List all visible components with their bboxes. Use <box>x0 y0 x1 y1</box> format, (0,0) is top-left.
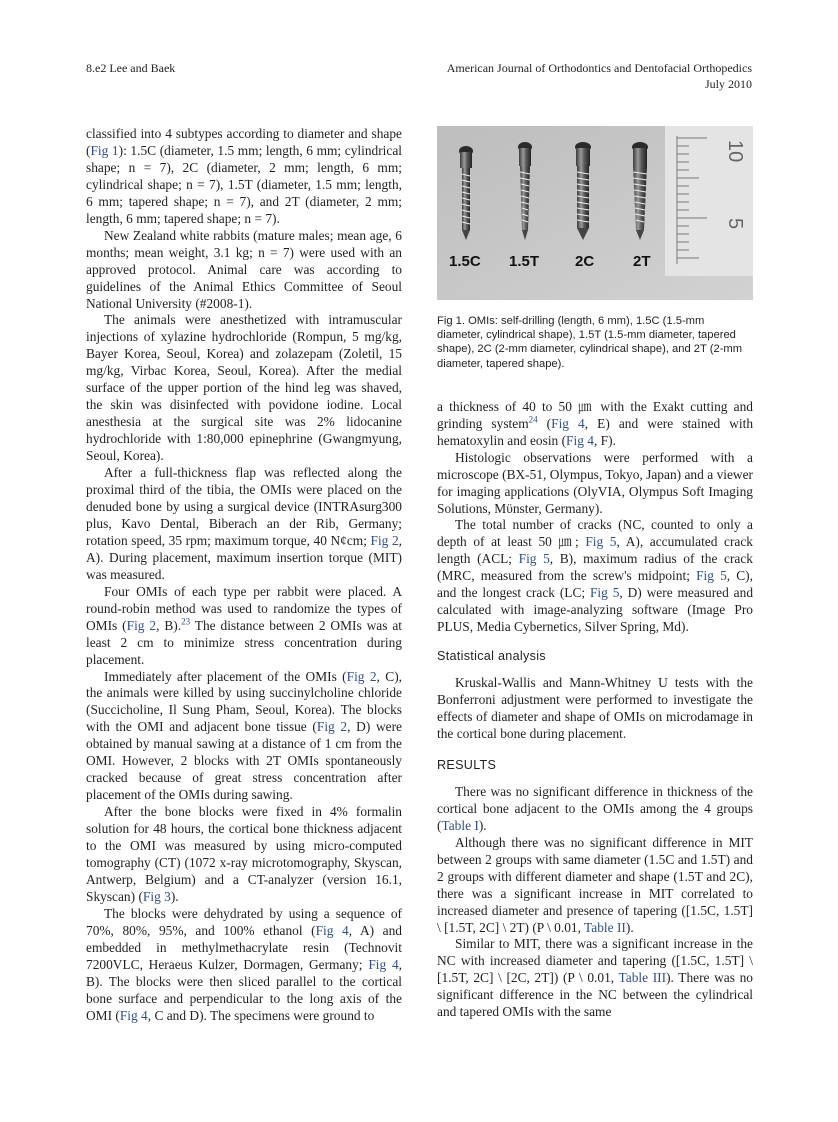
mini-implants-photo <box>437 126 753 300</box>
citation-link[interactable]: 23 <box>181 616 191 627</box>
table-link[interactable]: Table II <box>584 919 626 935</box>
ruler-number-5: 5 <box>724 218 746 230</box>
figure-link[interactable]: Fig 4 <box>315 922 349 938</box>
journal-title: American Journal of Orthodontics and Dentofacial Orthopedics <box>446 61 752 75</box>
citation-link[interactable]: 24 <box>528 414 538 425</box>
figure-1-caption: Fig 1. OMIs: self-drilling (length, 6 mm), 1.5C (1.5-mm diameter, cylindrical shape), 1.5T (1.5-mm diameter, tapered shape), 2C (2-mm diameter, cylindrical shape), and 2T (2-mm diameter, tapered shape). <box>437 315 743 370</box>
paragraph: After a full-thickness flap was reflected along the proximal third of the tibia, the OMIs were placed on the denuded bone by using a surgical device (INTRAsurg300 plus, Kavo Dental, Biberach an der Rib, Germany; rotation speed, 35 rpm; maximum torque, 40 N¢cm; Fig 2, A). During placement, maximum insertion torque (MIT) was measured. <box>86 465 402 582</box>
ruler-number-10: 10 <box>724 140 746 163</box>
label-2c: 2C <box>575 253 595 270</box>
paragraph: a thickness of 40 to 50 ㎛ with the Exakt cutting and grinding system$^{24}$ (Fig 4, E) and were stained with hematoxylin and eosin (Fig 4, F). <box>437 398 754 448</box>
paragraph: Kruskal-Wallis and Mann-Whitney U tests with the Bonferroni adjustment were performed to investigate the effects of diameter and shape of OMIs on microdamage in the cortical bone during placement. <box>437 675 753 741</box>
paragraph: The animals were anesthetized with intramuscular injections of xylazine hydrochloride (Rompun, 5 mg/kg, Bayer Korea, Seoul, Korea) and zolazepam (Zoletil, 15 mg/kg, Virbac Korea, Seoul, Korea). After the medial surface of the upper portion of the hind leg was shaved, the skin was disinfected with povidone iodine. Local anesthesia at the surgical site was 2% lidocanine hydrochloride with 1:80,000 epinephrine (Gwangmyung, Seoul, Korea). <box>86 312 402 464</box>
figure-link[interactable]: Fig 2 <box>316 719 348 735</box>
figure-link[interactable]: Fig 4 <box>119 1007 148 1023</box>
paragraph: Histologic observations were performed with a microscope (BX-51, Olympus, Tokyo, Japan) and a viewer for imaging applications (OlyVIA, Olympus Soft Imaging Solutions, Mϋnster, Germany). <box>437 449 753 516</box>
table-link[interactable]: Table I <box>441 817 479 833</box>
figure-link[interactable]: Fig 2 <box>346 668 377 684</box>
running-header-right <box>447 60 752 92</box>
label-2t: 2T <box>633 253 651 270</box>
running-header-left: 8.e2 Lee and Baek <box>86 61 176 75</box>
paragraph: Similar to MIT, there was a significant increase in the NC with increased diameter and tapering ([1.5C, 1.5T] \ [1.5T, 2C] \ [2C, 2T]) (P \ 0.01, Table III). There was no significant difference in the NC between the cylindrical and tapered OMIs with the same <box>437 936 753 1020</box>
figure-link[interactable]: Fig 5 <box>585 534 617 550</box>
figure-link[interactable]: Fig 5 <box>696 568 727 584</box>
paragraph: classified into 4 subtypes according to diameter and shape (Fig 1): 1.5C (diameter, 1.5 mm; length, 6 mm; cylindrical shape; n = 7), 2C (diameter, 2 mm; length, 6 mm; cylindrical shape; n = 7), 1.5T (diameter, 1.5 mm; length, 6 mm; tapered shape; n = 7), and 2T (diameter, 2 mm; length, 6 mm; tapered shape; n = 7). <box>86 126 403 226</box>
implant-2c <box>575 142 591 240</box>
paragraph: Immediately after placement of the OMIs (Fig 2, C), the animals were killed by using succinylcholine chloride (Succicholine, Il Sung Pham, Seoul, Korea). The blocks with the OMI and adjacent bone tissue (Fig 2, D) were obtained by manual sawing at a distance of 1 cm from the OMI. However, 2 blocks with 2T OMIs spontaneously cracked because of great stress concentration after placement of the OMIs during sawing. <box>86 668 402 803</box>
paragraph: Although there was no significant difference in MIT between 2 groups with same diameter (1.5C and 1.5T) and 2 groups with different diameter and shape (1.5T and 2C), there was a significant increase in MIT correlated to increased diameter and presence of tapering ([1.5C, 1.5T] \ [1.5T, 2C] \ 2T) (P \ 0.01, Table II). <box>437 834 753 935</box>
figure-link[interactable]: Fig 3 <box>142 888 171 904</box>
label-1-5c: 1.5C <box>449 253 481 270</box>
figure-link[interactable]: Fig 5 <box>518 551 550 567</box>
paragraph: New Zealand white rabbits (mature males; mean age, 6 months; mean weight, 3.1 kg; n = 7) were used with an approved protocol. Animal care was according to guidelines of the Animal Ethics Committee of Seoul National University (#2008-1). <box>86 227 402 311</box>
figure-link[interactable]: Fig 2 <box>370 532 399 548</box>
paragraph: There was no significant difference in thickness of the cortical bone adjacent to the OMIs among the 4 groups (Table I). <box>437 783 753 833</box>
paragraph: Four OMIs of each type per rabbit were placed. A round-robin method was used to randomize the types of OMIs (Fig 2, B).$^{23}$ The distance between 2 OMIs was at least 2 cm to minimize stress concentration during placement. <box>86 583 402 667</box>
paragraph: The total number of cracks (NC, counted to only a depth of at least 50 ㎛; Fig 5, A), accumulated crack length (ACL; Fig 5, B), maximum radius of the crack (MRC, measured from the screw's midpoint; Fig 5, C), and the longest crack (LC; Fig 5, D) were measured and calculated with image-analyzing software (Image Pro PLUS, Media Cybernetics, Silver Spring, Md). <box>437 517 754 635</box>
section-heading-results: RESULTS <box>437 757 497 772</box>
figure-link[interactable]: Fig 4 <box>566 432 594 448</box>
left-column <box>86 126 402 1025</box>
paragraph: The blocks were dehydrated by using a sequence of 70%, 80%, 95%, and 100% ethanol (Fig 4, A) and embedded in methylmethacrylate resin (Technovit 7200VLC, Heraeus Kulzer, Dormagen, Germany; Fig 4, B). The blocks were then sliced parallel to the cortical bone surface and perpendicular to the long axis of the OMI (Fig 4, C and D). The specimens were ground to <box>86 905 403 1023</box>
issue-date: July 2010 <box>704 77 752 91</box>
figure-link[interactable]: Fig 5 <box>589 585 620 601</box>
figure-1-photo <box>437 126 753 300</box>
label-1-5t: 1.5T <box>509 253 540 270</box>
paragraph: After the bone blocks were fixed in 4% formalin solution for 48 hours, the cortical bone thickness adjacent to the OMI was measured by using micro-computed tomography (CT) (1072 x-ray microtomography, Skyscan, Antwerp, Belgium) and a CT-analyzer (version 16.1, Skyscan) (Fig 3). <box>86 804 402 904</box>
right-column <box>437 126 753 1021</box>
figure-link[interactable]: Fig 4 <box>551 415 585 431</box>
figure-link[interactable]: Fig 2 <box>126 617 157 633</box>
figure-link[interactable]: Fig 4 <box>368 956 399 972</box>
figure-link[interactable]: Fig 1 <box>90 142 119 158</box>
table-link[interactable]: Table III <box>618 970 667 986</box>
section-heading-statistical-analysis: Statistical analysis <box>437 649 546 664</box>
